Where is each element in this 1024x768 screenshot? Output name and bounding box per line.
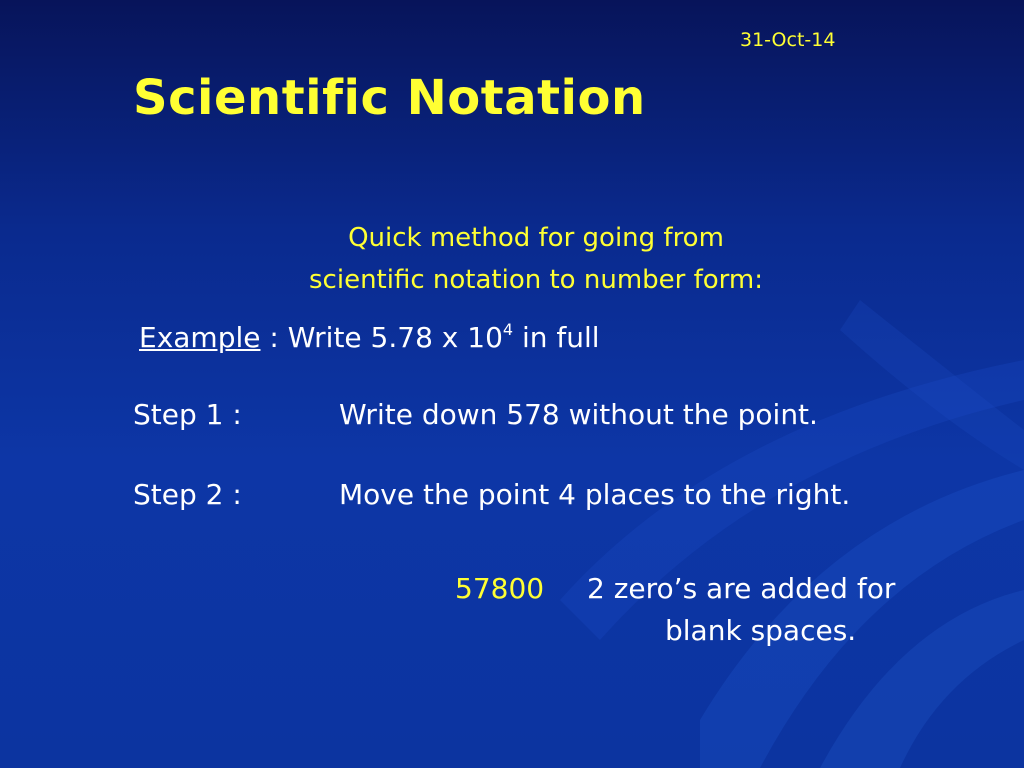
note-line-1: 2 zero’s are added for: [587, 572, 896, 605]
subtitle-line-1: Quick method for going from: [348, 223, 724, 253]
step-2-label: Step 2 :: [133, 478, 242, 511]
step-1-text: Write down 578 without the point.: [339, 398, 818, 431]
subtitle-line-2: scientific notation to number form:: [309, 265, 763, 295]
note-line-2: blank spaces.: [665, 614, 857, 647]
slide-title: Scientific Notation: [133, 70, 646, 126]
example-text: : Write 5.78 x 10: [260, 321, 503, 354]
example-label: Example: [139, 321, 261, 354]
step-1-label: Step 1 :: [133, 398, 242, 431]
example-exponent: 4: [502, 320, 514, 339]
slide-date: 31-Oct-14: [740, 29, 836, 51]
result-number: 57800: [455, 572, 545, 605]
example-text-end: in full: [513, 321, 600, 354]
example-row: [139, 321, 600, 354]
step-2-text: Move the point 4 places to the right.: [339, 478, 851, 511]
